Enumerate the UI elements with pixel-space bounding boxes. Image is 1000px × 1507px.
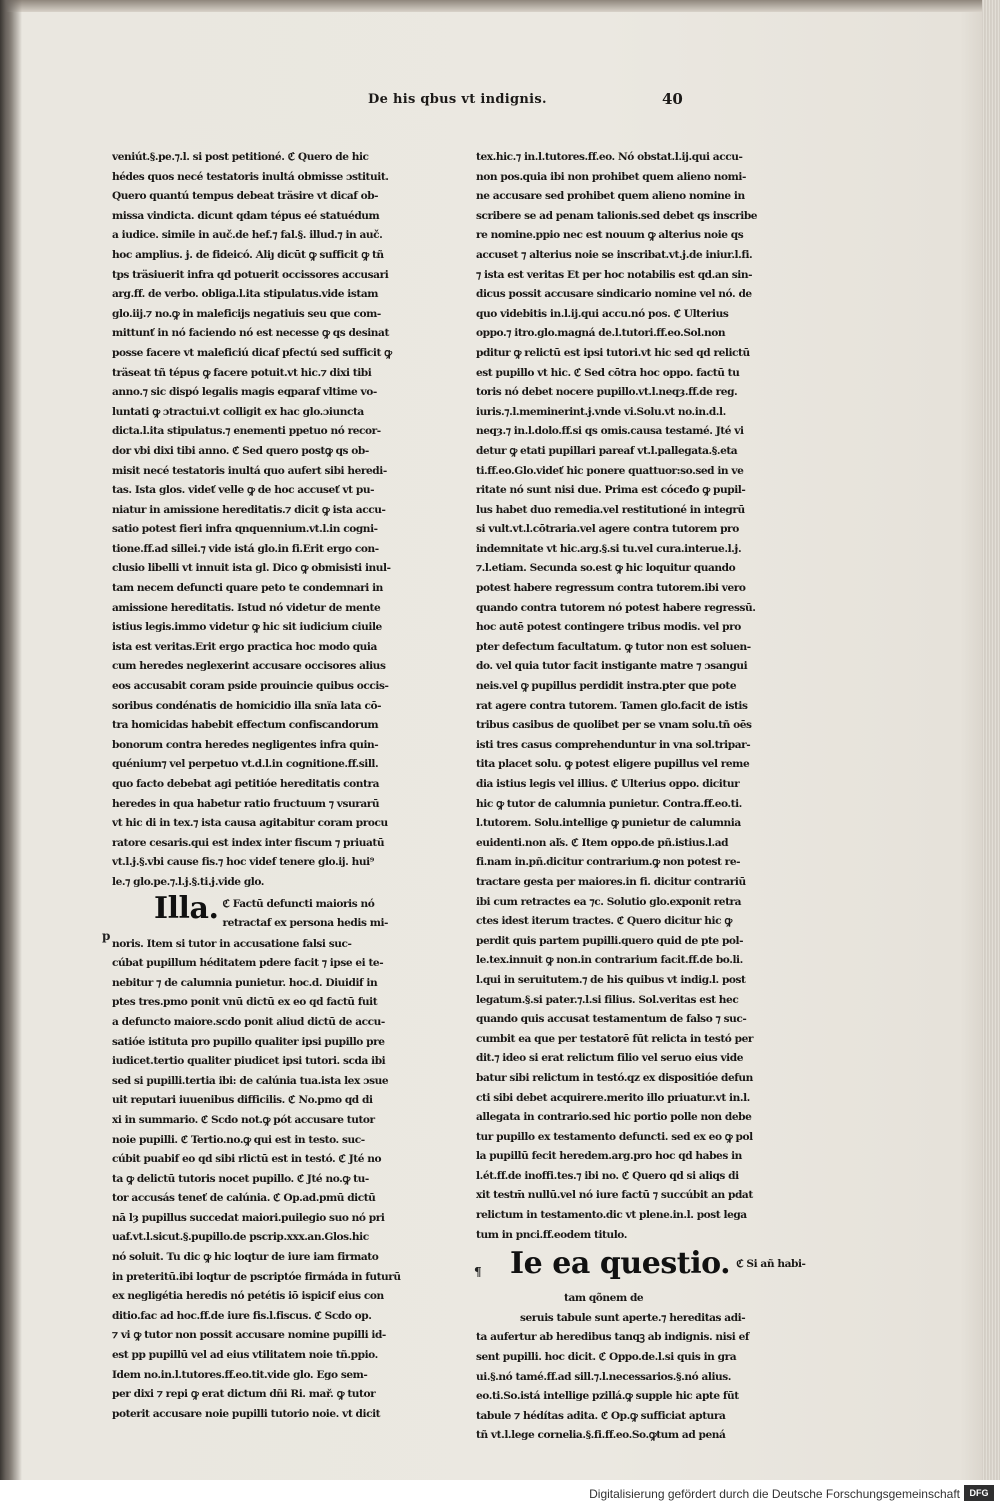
text-line: niatur in amissione hereditatis.⁊ dicit ꝙ ista accu- (112, 503, 386, 516)
text-line: ex negligétia heredis nó petétis iō ispicif eius con (112, 1290, 384, 1303)
text-line: bonorum contra heredes negligentes infra quin- (112, 738, 379, 751)
text-line: est pupillo vt hic. ℭ Sed cōtra hoc oppo. factū tu (476, 366, 740, 379)
text-line: ritate nó sunt nisi due. Prima est cóceđo ꝙ pupil- (476, 484, 746, 497)
text-line: cúbat pupillum héditatem pdere facit ⁊ ipse ei te- (112, 957, 384, 970)
text-line: si vult.vt.l.cōtraria.vel agere contra tutorem pro (476, 523, 739, 536)
text-line: sent pupilli. hoc dicit. ℭ Oppo.de.l.si quis in gra (476, 1351, 737, 1364)
text-line: tps träsiuerit infra qd potuerit occissores accusari (112, 268, 389, 281)
text-line: tur pupillo ex testamento defuncti. sed ex eo ꝙ pol (476, 1130, 753, 1143)
text-line: ditio.fac ad hoc.ff.de iure fis.l.fiscus. ℭ Scdo op. (112, 1309, 372, 1322)
text-line: isti tres casus comprehenduntur in vna sol.tripar- (476, 738, 751, 751)
text-line: toris nó debet nocere pupillo.vt.l.neqȝ.ff.de reg. (476, 386, 738, 399)
text-line: scribere se ad penam talionis.sed debet qs inscribe (476, 209, 758, 222)
text-line: glo.iij.⁊ no.ꝙ in maleficijs negatiuis seu que com- (112, 307, 381, 320)
text-line: batur sibi relictum in testó.qz ex dispositióe defun (476, 1071, 753, 1084)
text-line: la pupillū fecit heredem.arg.pro hoc qd habes in (476, 1150, 742, 1163)
text-line: ta ꝙ delictū tutoris nocet pupillo. ℭ Jté no.ꝙ tu- (112, 1172, 369, 1185)
text-line: a defuncto maiore.scdo ponit aliud dictū de accu- (112, 1015, 385, 1028)
folio-number: 40 (662, 90, 683, 108)
text-line: ⁊ ista est veritas Et per hoc notabilis est qd.an sin- (476, 268, 753, 281)
text-line: satio potest fieri infra ɋnquennium.vt.l.in cogni- (112, 523, 378, 536)
left-column (102, 148, 450, 1424)
text-line: detur ꝙ etati pupillari pareaf vt.l.pallegata.§.eta (476, 444, 738, 457)
text-line: relictum in testamento.dic vt plene.in.l. post lega (476, 1209, 747, 1222)
text-line: tra homicidas habebit effectum confiscandorum (112, 719, 379, 732)
text-line: ibi cum retractes ea ⁊c. Solutio glo.exponit retra (476, 895, 742, 908)
text-line: luntati ꝙ ɔtractui.vt colligit ex hac glo.ɔiuncta (112, 405, 364, 418)
text-line: soribus condénatis de homicidio illa snïa lata cō- (112, 699, 382, 712)
text-line: ti.ff.eo.Glo.videť hic ponere quattuor:so.sed in ve (476, 464, 744, 477)
text-line: dor vbi dixi tibi anno. ℭ Sed quero postꝙ qs ob- (112, 444, 369, 457)
text-line: missa vindicta. dicunt qdam tépus eé statuédum (112, 209, 380, 222)
text-line: veniút.§.pe.⁊.l. si post petitioné. ℭ Quero de hic (112, 151, 369, 163)
text-line: quando quis accusat testamentum de falso ⁊ suc- (476, 1013, 747, 1026)
text-line: anno.⁊ sic dispó legalis magis eqparaf vltime vo- (112, 386, 377, 399)
text-line: potest habere regressum contra tutorem.ibi vero (476, 582, 746, 595)
page-fore-edge (982, 0, 1000, 1480)
right-rubric-line: seruis tabule sunt aperte.⁊ hereditas adi- (520, 1311, 746, 1324)
text-line: Quero quantú tempus debeat träsire vt dicaf ob- (112, 190, 379, 203)
text-line: ui.§.nó tamé.ff.ad sill.⁊.l.necessarios.§.nó alius. (476, 1370, 732, 1383)
text-line: ctes idest iterum tractes. ℭ Quero dicitur hic ꝙ (476, 915, 732, 928)
text-line: heredes in qua habetur ratio fructuum ⁊ vsurarū (112, 797, 380, 810)
text-line: arg.ff. de verbo. obliga.l.ita stipulatus.vide istam (112, 288, 378, 301)
right-rubric (474, 1246, 812, 1289)
text-line: ptes tres.pmo ponit vnū dictū ex eo qd factū fuit (112, 996, 378, 1009)
text-line: quo facto debebat agi petitióe hereditatis contra (112, 778, 380, 790)
text-line: dicus possit accusare sindicario nomine vel nó. de (476, 288, 752, 301)
text-line: cúbit puabif eo qd sibi rlictū est in testó. ℭ Jté no (112, 1153, 382, 1166)
text-line: l.ét.ff.de inoffi.tes.⁊ ibi no. ℭ Quero qd si aliqs di (476, 1169, 739, 1182)
text-line: oppo.⁊ itro.glo.magná de.l.tutori.ff.eo.Sol.non (476, 327, 726, 340)
text-line: uit reputari iuuenibus difficilis. ℭ No.pmo qd di (112, 1094, 373, 1107)
text-line: xi in summario. ℭ Scdo not.ꝙ pót accusare tutor (112, 1113, 375, 1126)
text-line: hédes quos necé testatoris inultá obmisse ɔstituit. (112, 170, 389, 183)
text-line: nebitur ⁊ de calumnia punietur. hoc.d. Diuidif in (112, 976, 378, 989)
text-line: nā lȝ pupillus succedat maiori.puilegio suo nó pri (112, 1211, 385, 1224)
dfg-logo: DFG (964, 1485, 994, 1501)
text-line: tractare gesta per maiores.in fi. dicitur contrariū (476, 875, 746, 888)
running-head: De his qbus vt indignis. (368, 92, 547, 107)
left-paragraph-mark: p (102, 928, 110, 943)
text-line: quo videbitis in.l.ij.qui accu.nó pos. ℭ Ulterius (476, 307, 729, 320)
text-line: tor accusás teneť de calúnia. ℭ Op.ad.pmū dictū (112, 1192, 376, 1205)
text-line: Idem no.in.l.tutores.ff.eo.tit.vide glo. Ego sem- (112, 1368, 368, 1381)
footer-credit: Digitalisierung gefördert durch die Deutsche Forschungsgemeinschaft (589, 1487, 960, 1501)
text-line: l.tutorem. Solu.intellige ꝙ punietur de calumnia (476, 817, 741, 830)
left-rubric-initial: Illa. (154, 890, 219, 926)
left-rubric-line: retractaf ex persona hedis mi- (222, 917, 388, 930)
text-line: istius legis.immo videtur ꝙ hic sit iudicium ciuile (112, 621, 382, 634)
text-line: ta aufertur ab heredibus tanqꝫ ab indignis. nisi ef (476, 1331, 749, 1344)
text-line: a iudice. simile in auč.de hef.⁊ fal.§. illud.⁊ in auč. (112, 229, 383, 242)
text-line: ⁊.l.etiam. Secunda so.est ꝙ hic loquitur quando (476, 562, 736, 575)
text-line: amissione hereditatis. Istud nó videtur de mente (112, 601, 381, 614)
text-line: fi.nam in.pñ.dicitur contrarium.ꝙ non potest re- (476, 856, 741, 869)
text-line: ne accusare sed prohibet quem alieno nomine in (476, 190, 745, 203)
text-line: tñ vt.l.lege cornelia.§.fi.ff.eo.So.ꝙtum ad pená (476, 1429, 726, 1442)
text-line: neqȝ.⁊ in.l.dolo.ff.si qs omis.causa testamé. Jté vi (476, 425, 744, 438)
text-line: le.⁊ glo.pe.⁊.l.ɉ.§.ti.ɉ.vide glo. (112, 875, 265, 888)
left-column-lines (112, 148, 450, 893)
text-line: est pp pupillū vel ad eius vtilitatem noie tñ.ppio. (112, 1349, 378, 1362)
right-column-lines (476, 148, 812, 1245)
text-line: satióe istituta pro pupillo qualiter ipsi pupillo pre (112, 1035, 385, 1048)
text-line: noie pupilli. ℭ Tertio.no.ꝙ qui est in testo. suc- (112, 1133, 365, 1146)
text-line: do. vel quia tutor facit instigante matre ⁊ ɔsangui (476, 660, 748, 673)
text-line: pditur ꝙ relictū est ipsi tutori.vt hic sed qd relictū (476, 346, 750, 359)
text-line: ista est veritas.Erit ergo practica hoc modo quia (112, 640, 377, 653)
text-line: neis.vel ꝙ pupillus perdidit instra.pter que pote (476, 680, 737, 693)
text-line: xit testm̄ nullū.vel nó iure factū ⁊ succúbit an pdat (476, 1189, 753, 1202)
text-line: misit necé testatoris inultá quo aufert sibi heredi- (112, 464, 387, 477)
binding-shadow (0, 0, 22, 1480)
left-column-lines-after (112, 954, 450, 1424)
text-line: quando contra tutorem nó potest habere regressū. (476, 601, 756, 614)
text-line: vt hic di in tex.⁊ ista causa agitabitur coram procu (112, 817, 388, 830)
text-line: tione.ff.ad sillei.⁊ vide istá glo.in fi.Erit ergo con- (112, 542, 379, 555)
text-line: mittunť in nó faciendo nó est necesse ꝙ qs desinat (112, 327, 389, 340)
text-line: uaf.vt.l.sicut.§.pupillo.de pscrip.xxx.an.Glos.hic (112, 1231, 369, 1244)
left-rubric-line: noris. Item si tutor in accusatione falsi suc- (112, 937, 352, 950)
text-line: cum heredes neglexerint accusare occisores alius (112, 660, 386, 673)
text-line: dia istius legis vel illius. ℭ Ulterius oppo. dicitur (476, 778, 740, 790)
text-line: indemnitate vt hic.arg.§.si tu.vel cura.interue.l.ɉ. (476, 542, 742, 555)
text-line: legatum.§.si pater.⁊.l.si filius. Sol.veritas est hec (476, 993, 739, 1006)
text-line: eo.ti.So.istá intellige pzillá.ꝙ supple hic apte fūt (476, 1390, 739, 1403)
text-line: in preteritū.ibi loqtur de pscriptóe firmáda in futurū (112, 1270, 401, 1283)
right-rubric-line: tam qõnem de (564, 1292, 644, 1305)
text-line: hoc amplius. ɉ. de fideicó. Aliȷ dicūt ꝙ sufficit ꝙ tñ (112, 248, 384, 261)
text-line: tas. Ista glos. videť velle ꝙ de hoc accuseť vt pu- (112, 484, 375, 497)
right-rubric-initial: Ie ea questio. (510, 1246, 731, 1282)
text-line: sed si pupilli.tertia ibi: de calúnia tua.ista lex ɔsue (112, 1074, 389, 1087)
text-line: tabule ⁊ hédítas adita. ℭ Op.ꝙ sufficiat aptura (476, 1409, 726, 1422)
text-line: tex.hic.⁊ in.l.tutores.ff.eo. Nó obstat.l.ij.qui accu- (476, 151, 743, 163)
text-line: dicta.l.ita stipulatus.⁊ enementi ppetuo nó recor- (112, 425, 381, 438)
text-line: le.tex.innuit ꝙ non.in contrarium facit.ff.de bo.li. (476, 954, 743, 967)
text-line: iudicet.tertio qualiter piudicet ipsi tutori. scda ibi (112, 1055, 386, 1068)
left-rubric (102, 890, 450, 953)
text-line: poterit accusare noie pupilli tutorio noie. vt dicit (112, 1407, 381, 1420)
text-line: per dixi ⁊ repi ꝙ erat dictum dñi Ri. mař. ꝙ tutor (112, 1388, 376, 1401)
right-column (476, 148, 812, 1446)
text-line: perdit quis partem pupilli.quero quid de pte pol- (476, 934, 744, 947)
text-line: pter defectum facultatum. ꝙ tutor non est soluen- (476, 640, 751, 653)
text-line: tum in pnci.ff.eodem titulo. (476, 1228, 627, 1241)
text-line: re nomine.ppio nec est nouum ꝙ alterius noie qs (476, 229, 744, 242)
text-line: hoc autē potest contingere tribus modis. vel pro (476, 621, 741, 634)
text-line: eos accusabit coram pside prouincie quibus occis- (112, 680, 389, 693)
left-rubric-lines (222, 895, 388, 934)
text-line: l.qui in seruitutem.⁊ de his quibus vt indig.l. post (476, 973, 746, 986)
text-line: clusio libelli vt innuit ista gl. Dico ꝙ obmisisti inul- (112, 562, 391, 575)
text-line: rat agere contra tutorem. Tamen glo.facit de istis (476, 699, 748, 712)
text-line: träseat tñ tépus ꝙ facere potuit.vt hic.⁊ dixi tibi (112, 366, 372, 379)
text-line: non pos.quia ibi non prohibet quem alieno nomi- (476, 170, 746, 183)
text-line: iuris.⁊.l.meminerint.ɉ.vnde vi.Solu.vt no.in.d.l. (476, 405, 726, 418)
right-column-lines-after (476, 1328, 812, 1446)
page-top-edge (0, 0, 1000, 12)
text-line: hic ꝙ tutor de calumnia punietur. Contra.ff.eo.ti. (476, 797, 742, 810)
text-line: vt.l.ɉ.§.vbi cause fis.⁊ hoc videf tenere glo.ij. hui⁹ (112, 856, 374, 869)
right-paragraph-mark: ¶ (474, 1265, 482, 1280)
left-rubric-line: ℭ Factū defuncti maioris nó (222, 897, 375, 910)
text-line: cumbit ea que per testatorē fūt relicta in testó per (476, 1032, 754, 1045)
text-line: ratore cesaris.qui est index inter fiscum ⁊ priuatū (112, 836, 385, 849)
text-line: dit.⁊ ideo si erat relictum filio vel seruo eius vide (476, 1052, 743, 1065)
text-line: nó soluit. Tu dic ꝙ hic loqtur de iure iam firmato (112, 1251, 379, 1264)
text-line: allegata in contrario.sed hic portio polle non debe (476, 1111, 752, 1124)
text-line: tribus casibus de quolibet per se vnam solu.tñ oēs (476, 719, 752, 732)
text-line: quénium⁊ vel perpetuo vt.d.l.in cognitione.ff.sill. (112, 758, 379, 771)
text-line: posse facere vt maleficiú dicaf pfectú sed sufficit ꝙ (112, 346, 392, 359)
text-line: ⁊ vi ꝙ tutor non possit accusare nomine pupilli id- (112, 1329, 386, 1342)
text-line: accuset ⁊ alterius noie se inscribat.vt.ɉ.de iniur.l.fi. (476, 248, 753, 261)
text-line: cti sibi debet acquirere.merito illo priuatur.vt in.l. (476, 1091, 750, 1104)
text-line: euidenti.non aľs. ℭ Item oppo.de pñ.istius.l.ad (476, 836, 729, 849)
text-line: tam necem defuncti quare peto te condemnari in (112, 582, 383, 595)
text-line: lus habet duo remedia.vel restitutioné in integrū (476, 503, 745, 516)
right-rubric-line: ℭ Si añ habi- (736, 1258, 806, 1271)
text-line: tita placet solu. ꝙ potest eligere pupillus vel reme (476, 758, 750, 771)
